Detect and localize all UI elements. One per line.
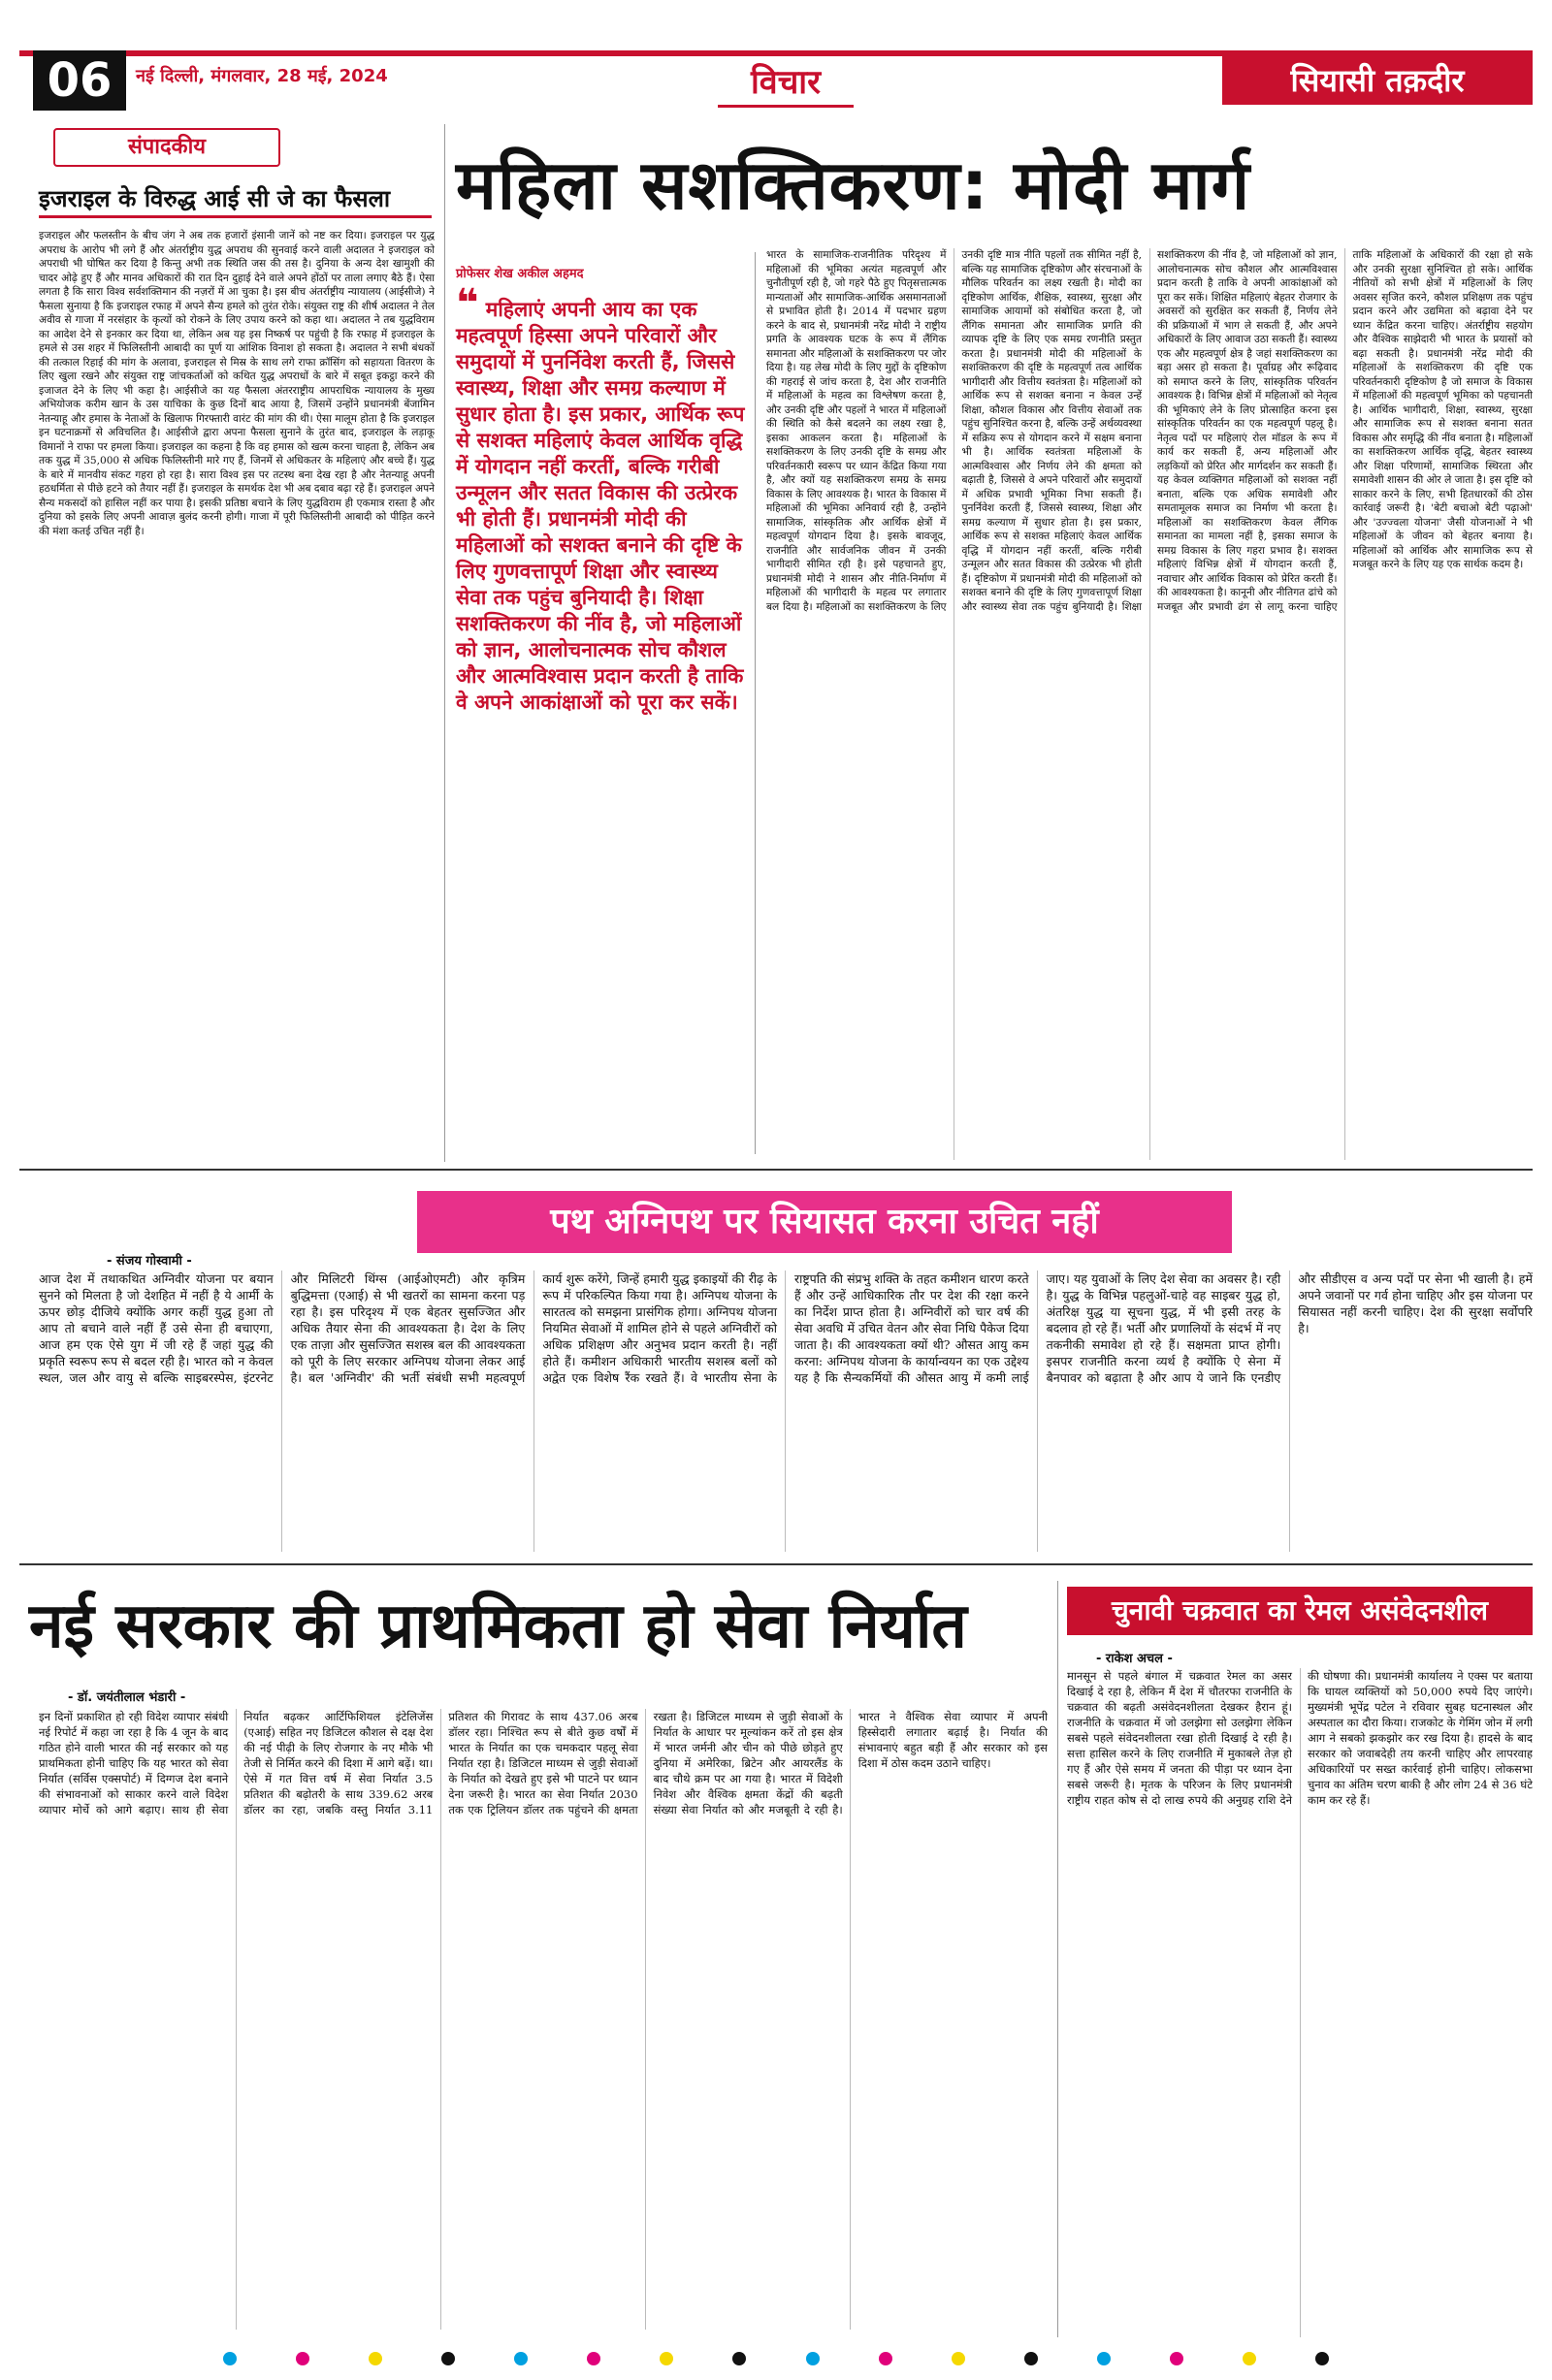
main-headline: महिला सशक्तिकरण: मोदी मार्ग [456,145,1251,225]
registration-mark-icon [369,2352,382,2365]
export-author: - डॉ. जयंतीलाल भंडारी - [68,1690,186,1705]
rmal-body: मानसून से पहले बंगाल में चक्रवात रेमल का असर दिखाई दे रहा है, लेकिन मैं देश में चौतरफा राजनीति के चक्रवात की बढ़ती असंवेदनशीलता देखकर हैरान हूं। राजनीति के चक्रवात में जो उलझेगा सो उलझेगा लेकिन सबसे पहले संवेदनशीलता रखा होती दिखाई दे रही है। सत्ता हासिल करने के लिए राजनीति में मुकाबले तेज़ हो गए हैं और ऐसे समय में जनता की पीड़ा पर ध्यान देना सबसे जरूरी है। मृतक के परिजन के लिए प्रधानमंत्री राष्ट्रीय राहत कोष से दो लाख रुपये की अनुग्रह राशि देने की घोषणा की। प्रधानमंत्री कार्यालय ने एक्स पर बताया कि घायल व्यक्तियों को 50,000 रुपये दिए जाएंगे। मुख्यमंत्री भूपेंद्र पटेल ने रविवार सुबह घटनास्थल और अस्पताल का दौरा किया। राजकोट के गेमिंग जोन में लगी आग ने सबको झकझोर कर रख दिया है। हादसे के बाद सरकार को जवाबदेही तय करनी चाहिए और लापरवाह अधिकारियों पर सख्त कार्रवाई होनी चाहिए। लोकसभा चुनाव का अंतिम चरण बाकी है और लोग 24 से 36 घंटे काम कर रहे हैं। [1067,1669,1533,1807]
dateline: नई दिल्ली, मंगलवार, 28 मई, 2024 [136,66,388,86]
registration-mark-icon [1097,2352,1111,2365]
rmal-author: - राकेश अचल - [1096,1652,1173,1666]
section-divider [19,1563,1533,1565]
column-rule [444,124,445,1162]
quote-mark-icon: ❝ [456,281,479,326]
main-body: भारत के सामाजिक-राजनीतिक परिदृश्य में महिलाओं की भूमिका अत्यंत महत्वपूर्ण और चुनौतीपूर्ण रही है, जो गहरे पैठे हुए पितृसत्तात्मक मान्यताओं और सामाजिक-आर्थिक असमानताओं से प्रभावित होती है। 2014 में पदभार ग्रहण करने के बाद से, प्रधानमंत्री नरेंद्र मोदी ने राष्ट्रीय प्रगति के आवश्यक घटक के रूप में लैंगिक समानता और महिलाओं के सशक्तिकरण पर जोर दिया है। यह लेख मोदी के लिए मुद्दों के दृष्टिकोण की गहराई से जांच करता है, देश और राजनीति में महिलाओं के महत्व का विश्लेषण करता है, और उनकी दृष्टि और पहलों ने भारत में महिलाओं की स्थिति को कैसे बदलने का लक्ष्य रखा है, इसका आकलन करता है। महिलाओं के सशक्तिकरण के लिए उनकी दृष्टि के समग्र और परिवर्तनकारी स्वरूप पर ध्यान केंद्रित किया गया है, और क्यों यह सशक्तिकरण समग्र के समग्र विकास के लिए आवश्यक है। भारत के विकास में महिलाओं की भूमिका अनिवार्य रही है, उन्होंने सामाजिक, सांस्कृतिक और आर्थिक क्षेत्रों में महत्वपूर्ण योगदान दिया है। इसके बावजूद, राजनीति और सार्वजनिक जीवन में उनकी भागीदारी सीमित रही है। इसे पहचानते हुए, प्रधानमंत्री मोदी ने शासन और नीति-निर्माण में महिलाओं की भागीदारी के महत्व पर लगातार बल दिया है। महिलाओं का सशक्तिकरण के लिए उनकी दृष्टि मात्र नीति पहलों तक सीमित नहीं है, बल्कि यह सामाजिक दृष्टिकोण और संरचनाओं के मौलिक परिवर्तन का लक्ष्य रखती है। मोदी का दृष्टिकोण आर्थिक, शैक्षिक, स्वास्थ्य, सुरक्षा और सामाजिक आयामों को संबोधित करता है, जो लैंगिक समानता और सामाजिक प्रगति की व्यापक दृष्टि के लिए एक समग्र रणनीति प्रस्तुत करता है। प्रधानमंत्री मोदी की महिलाओं के सशक्तिकरण की दृष्टि के महत्वपूर्ण तत्व आर्थिक भागीदारी और वित्तीय स्वतंत्रता है। महिलाओं को आर्थिक रूप से सशक्त बनाना न केवल उन्हें शिक्षा, कौशल विकास और वित्तीय सेवाओं तक पहुंच सुनिश्चित करना है, बल्कि उन्हें अर्थव्यवस्था में सक्रिय रूप से योगदान करने में सक्षम बनाना भी है। आर्थिक स्वतंत्रता महिलाओं के आत्मविश्वास और निर्णय लेने की क्षमता को बढ़ाती है, जिससे वे अपने परिवारों और समुदायों में अधिक प्रभावी भूमिका निभा सकती हैं। पुनर्निवेश करती हैं, जिससे स्वास्थ्य, शिक्षा और समग्र कल्याण में सुधार होता है। इस प्रकार, आर्थिक रूप से सशक्त महिलाएं केवल आर्थिक वृद्धि में योगदान नहीं करतीं, बल्कि गरीबी उन्मूलन और सतत विकास की उत्प्रेरक भी होती हैं। दृष्टिकोण में प्रधानमंत्री मोदी की महिलाओं को सशक्त बनाने की दृष्टि के लिए गुणवत्तापूर्ण शिक्षा और स्वास्थ्य सेवा तक पहुंच बुनियादी है। शिक्षा सशक्तिकरण की नींव है, जो महिलाओं को ज्ञान, आलोचनात्मक सोच कौशल और आत्मविश्वास प्रदान करती है ताकि वे अपनी आकांक्षाओं को पूरा कर सकें। शिक्षित महिलाएं बेहतर रोजगार के अवसरों को सुरक्षित कर सकती हैं, निर्णय लेने की प्रक्रियाओं में भाग ले सकती हैं, और अपने अधिकारों के लिए आवाज उठा सकती हैं। स्वास्थ्य एक और महत्वपूर्ण क्षेत्र है जहां सशक्तिकरण का बड़ा असर हो सकता है। पूर्वाग्रह और रूढ़िवाद को समाप्त करने के लिए, सांस्कृतिक परिवर्तन आवश्यक है। विभिन्न क्षेत्रों में महिलाओं को नेतृत्व की भूमिकाएं लेने के लिए प्रोत्साहित करना इस सांस्कृतिक परिवर्तन का एक महत्वपूर्ण पहलू है। नेतृत्व पदों पर महिलाएं रोल मॉडल के रूप में कार्य कर सकती हैं, अन्य महिलाओं और लड़कियों को प्रेरित और मार्गदर्शन कर सकती हैं। यह केवल व्यक्तिगत महिलाओं को सशक्त नहीं बनाता, बल्कि एक अधिक समावेशी और समतामूलक समाज का निर्माण भी करता है। महिलाओं का सशक्तिकरण केवल लैंगिक समानता का मामला नहीं है, इसका समाज के समग्र विकास के लिए गहरा प्रभाव है। सशक्त महिलाएं विभिन्न क्षेत्रों में योगदान करती हैं, नवाचार और आर्थिक विकास को प्रेरित करती हैं। की आवश्यकता है। कानूनी और नीतिगत ढांचे को मजबूत और प्रभावी ढंग से लागू करना चाहिए ताकि महिलाओं के अधिकारों की रक्षा हो सके और उनकी सुरक्षा सुनिश्चित हो सके। आर्थिक नीतियों को सभी क्षेत्रों में महिलाओं के लिए अवसर सृजित करने, कौशल प्रशिक्षण तक पहुंच प्रदान करने और उद्यमिता को बढ़ावा देने पर ध्यान केंद्रित करना चाहिए। अंतर्राष्ट्रीय सहयोग और वैश्विक साझेदारी भी भारत के प्रयासों को बढ़ा सकती है। प्रधानमंत्री नरेंद्र मोदी की महिलाओं के सशक्तिकरण की दृष्टि एक परिवर्तनकारी दृष्टिकोण है जो समाज के विकास में महिलाओं की महत्वपूर्ण भूमिका को पहचानती है। आर्थिक भागीदारी, शिक्षा, स्वास्थ्य, सुरक्षा और सामाजिक रूप से सशक्त बनाना सतत विकास और समृद्धि की नींव बनाता है। महिलाओं का सशक्तिकरण आर्थिक वृद्धि, बेहतर स्वास्थ्य और शिक्षा परिणामों, सामाजिक स्थिरता और समावेशी शासन की ओर ले जाता है। इस दृष्टि को साकार करने के लिए, सभी हितधारकों की ठोस कार्रवाई जरूरी है। 'बेटी बचाओ बेटी पढ़ाओ' और 'उज्ज्वला योजना' जैसी योजनाओं ने भी महिलाओं के जीवन को बेहतर बनाया है। महिलाओं को आर्थिक और सामाजिक रूप से मजबूत करने के लिए यह एक सार्थक कदम है। [766,249,1533,613]
section-title: विचार [750,63,821,102]
export-headline: नई सरकार की प्राथमिकता हो सेवा निर्यात [29,1591,967,1662]
registration-mark-icon [1170,2352,1183,2365]
column-rule [755,252,756,1154]
rmal-headline: चुनावी चक्रवात का रेमल असंवेदनशील [1067,1587,1533,1635]
page-number: 06 [33,50,126,111]
pull-quote [456,281,747,716]
section-underline [718,105,854,108]
editorial-body: इजराइल और फलस्तीन के बीच जंग ने अब तक हजारों इंसानी जानें को नष्ट कर दिया। इजराइल पर युद्ध अपराध के आरोप भी लगे हैं और अंतर्राष्ट्रीय युद्ध अपराध की सुनवाई करने वाली अदालत ने इजराइल को अपराधी भी घोषित कर दिया है किन्तु अभी तक स्थिति जस की तस है। दुनिया के अन्य देश खामुशी की चादर ओढ़े हुए हैं और मानव अधिकारों की रात दिन दुहाई देने वाले अपने होंठों पर ताला लगाए बैठे हैं। ऐसा लगता है कि सारा विश्व सर्वशक्तिमान की नज़रों में आ चुका है। इस बीच अंतर्राष्ट्रीय न्यायालय (आईसीजे) ने फैसला सुनाया है कि इजराइल रफाह में अपने सैन्य हमले को तुरंत रोके। संयुक्त राष्ट्र की शीर्ष अदालत ने तेल अवीव से गाजा में नरसंहार के कृत्यों को रोकने के लिए उपाय करने को कहा था। अदालत ने तब युद्धविराम का आदेश देने से इनकार कर दिया था, लेकिन अब यह इस निष्कर्ष पर पहुंची है कि रफाह में इजराइल के हमले से उस शहर में फिलिस्तीनी आबादी का पूर्ण या आंशिक विनाश हो सकता है। अदालत ने सभी बंधकों की तत्काल रिहाई की मांग के अलावा, इजराइल से मिस्र के साथ लगे राफा क्रॉसिंग को सहायता वितरण के लिए खुला रखने और संयुक्त राष्ट्र जांचकर्ताओं को कथित युद्ध अपराधों के बारे में सबूत इकट्ठा करने की इजाजत देने के लिए भी कहा है। आईसीजे का यह फैसला अंतरराष्ट्रीय आपराधिक न्यायालय के मुख्य अभियोजक करीम खान के उस याचिका के कुछ दिनों बाद आया है, जिसमें उन्होंने प्रधानमंत्री बेंजामिन नेतन्याहू और हमास के नेताओं के खिलाफ गिरफ्तारी वारंट की मांग की थी। ऐसा मालूम होता है कि इजराइल इन घटनाक्रमों से अविचलित है। आईसीजे द्वारा अपना फैसला सुनाने के तुरंत बाद, इजराइल के लड़ाकू विमानों ने राफा पर हमला किया। इजराइल का कहना है कि वह हमास को खत्म करना चाहता है, लेकिन अब तक युद्ध में 35,000 से अधिक फिलिस्तीनी मारे गए हैं, जिनमें से अधिकतर के महिलाएं और बच्चे हैं। युद्ध के बारे में मानवीय संकट गहरा हो रहा है। सारा विश्व इस पर तटस्थ बना देख रहा है और नेतन्याहू अपनी हठधर्मिता से पीछे हटने को तैयार नहीं हैं। इजराइल के समर्थक देश भी अब दबाव बढ़ा रहे हैं। इजराइल अपने सैन्य मकसदों को हासिल नहीं कर पाया है। इसकी प्रतिष्ठा बचाने के लिए युद्धविराम ही एकमात्र रास्ता है और दुनिया को इसके लिए अपनी आवाज़ बुलंद करनी होगी। गाजा में पूरी फिलिस्तीनी आबादी को पीड़ित करने की मंशा कतई उचित नहीं है। [39,230,435,537]
registration-mark-icon [732,2352,746,2365]
editorial-tag [53,128,280,167]
editorial-tag-label: संपादकीय [127,135,207,159]
agnipath-author: - संजय गोस्वामी - [107,1254,192,1269]
registration-mark-icon [514,2352,528,2365]
pull-quote-text: महिलाएं अपनी आय का एक महत्वपूर्ण हिस्सा अपने परिवारों और समुदायों में पुनर्निवेश करती हैं, जिससे स्वास्थ्य, शिक्षा और समग्र कल्याण में सुधार होता है। इस प्रकार, आर्थिक रूप से सशक्त महिलाएं केवल आर्थिक वृद्धि में योगदान नहीं करतीं, बल्कि गरीबी उन्मूलन और सतत विकास की उत्प्रेरक भी होती हैं। प्रधानमंत्री मोदी की महिलाओं को सशक्त बनाने की दृष्टि के लिए गुणवत्तापूर्ण शिक्षा और स्वास्थ्य सेवा तक पहुंच बुनियादी है। शिक्षा सशक्तिकरण की नींव है, जो महिलाओं को ज्ञान, आलोचनात्मक सोच कौशल और आत्मविश्वास प्रदान करती है ताकि वे अपने आकांक्षाओं को पूरा कर सकें। [456,298,745,714]
registration-mark-icon [441,2352,455,2365]
registration-mark-icon [879,2352,892,2365]
editorial-underline [39,215,432,218]
registration-mark-icon [1024,2352,1038,2365]
registration-mark-icon [1243,2352,1256,2365]
agnipath-body: आज देश में तथाकथित अग्निवीर योजना पर बयान सुनने को मिलता है जो देशहित में नहीं है ये आर्मी के ऊपर छोड़ दीजिये क्योंकि अगर कहीं युद्ध हुआ तो आप तो बचाने वाले नहीं हैं उसे सेना ही बचाएगा, आज हम एक ऐसे युग में जी रहे हैं जहां युद्ध की प्रकृति स्वरूप रूप से बदल रही है। भारत को न केवल स्थल, जल और वायु से बल्कि साइबरस्पेस, इंटरनेट और मिलिटरी थिंग्स (आईओएमटी) और कृत्रिम बुद्धिमत्ता (एआई) से भी खतरों का सामना करना पड़ रहा है। इस परिदृश्य में एक बेहतर सुसज्जित और अधिक तैयार सेना की आवश्यकता है। देश के लिए एक ताज़ा और सुसज्जित सशस्त्र बल की आवश्यकता को पूरी के लिए सरकार अग्निपथ योजना लेकर आई है। बल 'अग्निवीर' की भर्ती संबंधी सभी महत्वपूर्ण कार्य शुरू करेंगे, जिन्हें हमारी युद्ध इकाइयों की रीढ़ के रूप में परिकल्पित किया गया है। अग्निपथ योजना के सारतत्व को समझना प्रासंगिक होगा। अग्निपथ योजना नियमित सेवाओं में शामिल होने से पहले अग्निवीरों को अधिक प्रशिक्षण और अनुभव प्रदान करती है। नहीं होते हैं। कमीशन अधिकारी भारतीय सशस्त्र बलों को अद्वेत एक विशेष रैंक रखते हैं। वे भारतीय सेना के राष्ट्रपति की संप्रभु शक्ति के तहत कमीशन धारण करते हैं और उन्हें आधिकारिक तौर पर देश की रक्षा करने का निर्देश प्राप्त होता है। अग्निवीरों को चार वर्ष की सेवा अवधि में उचित वेतन और सेवा निधि पैकेज दिया जाता है। की आवश्यकता क्यों थी? औसत आयु कम करना: अग्निपथ योजना के कार्यान्वयन का एक उद्देश्य यह है कि सैन्यकर्मियों की औसत आयु में कमी लाई जाए। यह युवाओं के लिए देश सेवा का अवसर है। रही है। युद्ध के विभिन्न पहलुओं-चाहे वह साइबर युद्ध हो, अंतरिक्ष युद्ध या सूचना युद्ध, में भी इसी तरह के बदलाव हो रहे हैं। भर्ती और प्रणालियों के संदर्भ में नए तकनीकी समावेश हो रहे हैं। सक्षमता प्राप्त होगी। इसपर राजनीति करना व्यर्थ है क्योंकि ऐ सेना में बैनपावर को बढ़ाता है और आप ये जाने कि एनडीए और सीडीएस व अन्य पदों पर सेना भी खाली है। हमें अपने जवानों पर गर्व होना चाहिए और इस योजना पर सियासत नहीं करनी चाहिए। देश की सुरक्षा सर्वोपरि है। [39,1271,1533,1385]
registration-mark-icon [952,2352,965,2365]
registration-mark-icon [660,2352,673,2365]
brand-banner: सियासी तक़दीर [1222,56,1533,105]
registration-mark-icon [1315,2352,1329,2365]
registration-marks [223,2349,1329,2368]
main-author: प्रोफेसर शेख अकील अहमद [456,267,584,281]
registration-mark-icon [223,2352,237,2365]
registration-mark-icon [587,2352,600,2365]
editorial-title: इजराइल के विरुद्ध आई सी जे का फैसला [39,185,391,212]
registration-mark-icon [296,2352,309,2365]
export-body: इन दिनों प्रकाशित हो रही विदेश व्यापार संबंधी नई रिपोर्ट में कहा जा रहा है कि 4 जून के बाद गठित होने वाली भारत की नई सरकार को यह प्राथमिकता होनी चाहिए कि यह भारत को सेवा निर्यात (सर्विस एक्सपोर्ट) में दिग्गज देश बनाने की संभावनाओं को साकार करने वाले विदेश व्यापार मोर्चे को आगे बढ़ाए। साथ ही सेवा निर्यात बढ़कर आर्टिफिशियल इंटेलिजेंस (एआई) सहित नए डिजिटल कौशल से दक्ष देश की नई पीढ़ी के लिए रोजगार के नए मौके भी तेजी से निर्मित करने की दिशा में आगे बढ़ें। था। ऐसे में गत वित्त वर्ष में सेवा निर्यात 3.5 प्रतिशत की बढ़ोतरी के साथ 339.62 अरब डॉलर का रहा, जबकि वस्तु निर्यात 3.11 प्रतिशत की गिरावट के साथ 437.06 अरब डॉलर रहा। निश्चित रूप से बीते कुछ वर्षों में भारत के निर्यात का एक चमकदार पहलू सेवा निर्यात रहा है। डिजिटल माध्यम से जुड़ी सेवाओं के निर्यात को देखते हुए इसे भी पाटने पर ध्यान देना जरूरी है। भारत का सेवा निर्यात 2030 तक एक ट्रिलियन डॉलर तक पहुंचने की क्षमता रखता है। डिजिटल माध्यम से जुड़ी सेवाओं के निर्यात के आधार पर मूल्यांकन करें तो इस क्षेत्र में भारत जर्मनी और चीन को पीछे छोड़ते हुए दुनिया में अमेरिका, ब्रिटेन और आयरलैंड के बाद चौथे क्रम पर आ गया है। भारत में विदेशी निवेश और वैश्विक क्षमता केंद्रों की बढ़ती संख्या सेवा निर्यात को और मजबूती दे रही है। भारत ने वैश्विक सेवा व्यापार में अपनी हिस्सेदारी लगातार बढ़ाई है। निर्यात की संभावनाएं बहुत बड़ी हैं और सरकार को इस दिशा में ठोस कदम उठाने चाहिए। [39,1710,1048,1817]
agnipath-headline: पथ अग्निपथ पर सियासत करना उचित नहीं [550,1202,1099,1241]
registration-mark-icon [806,2352,820,2365]
section-divider [19,1169,1533,1171]
column-rule [1057,1581,1058,2337]
